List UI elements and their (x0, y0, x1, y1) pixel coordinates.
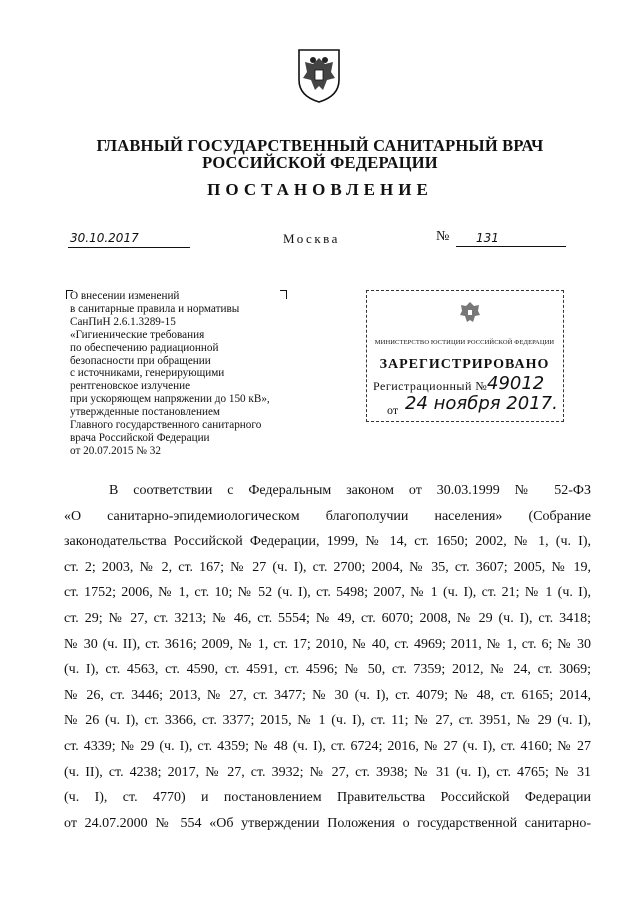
subject-line: «Гигиенические требования (70, 328, 205, 341)
body-line: № 26, ст. 3446; 2013, № 27, ст. 3477; № 30 (ч. I), ст. 4079; № 48, ст. 6165; 2014, (64, 687, 591, 703)
body-line: (ч. I), ст. 4770) и постановлением Правительства Российской Федерации (64, 790, 591, 806)
subject-line: с источниками, генерирующими (70, 367, 225, 380)
subject-line: по обеспечению радиационной (70, 341, 219, 354)
subject-line: СанПиН 2.6.1.3289-15 (70, 315, 176, 328)
body-line: «О санитарно-эпидемиологическом благополучии населения» (Собрание (64, 508, 591, 524)
body-line: ст. 2; 2003, № 2, ст. 167; № 27 (ч. I), ст. 2700; 2004, № 35, ст. 3607; 2005, № 19, (64, 559, 591, 575)
document-subject (70, 290, 310, 458)
coat-of-arms-emblem (291, 46, 347, 104)
body-line: № 26 (ч. I), ст. 3366, ст. 3377; 2015, № 1 (ч. I), ст. 11; № 27, ст. 3951, № 29 (ч. I), (64, 713, 591, 729)
body-line: ст. 4339; № 29 (ч. I), ст. 4359; № 48 (ч. I), ст. 6724; 2016, № 27 (ч. I), ст. 4160; № 27 (64, 738, 591, 754)
issuer-line-2: РОССИЙСКОЙ ФЕДЕРАЦИИ (202, 153, 438, 172)
stamp-registered-label: ЗАРЕГИСТРИРОВАНО (379, 357, 550, 372)
subject-line: утвержденные постановлением (70, 406, 220, 419)
document-number-label: № (436, 229, 450, 244)
subject-line: врача Российской Федерации (70, 431, 210, 444)
subject-line: при ускоряющем напряжении до 150 кВ», (70, 393, 270, 406)
body-line: (ч. I), ст. 4563, ст. 4590, ст. 4591, ст. 4596; № 50, ст. 7359; 2012, № 24, ст. 3069; (64, 662, 591, 678)
body-line: от 24.07.2000 № 554 «Об утверждении Положения о государственной санитарно- (64, 815, 591, 831)
body-line: В соответствии с Федеральным законом от 30.03.1999 № 52-ФЗ (109, 483, 591, 498)
stamp-date-value: 24 ноября 2017. (405, 393, 558, 414)
body-line: законодательства Российской Федерации, 1999, № 14, ст. 1650; 2002, № 1, (ч. I), (64, 534, 591, 550)
body-line: (ч. II), ст. 4238; 2017, № 27, ст. 3932; № 27, ст. 3938; № 31 (ч. I), ст. 4765; № 31 (64, 764, 591, 780)
stamp-registration-number: 49012 (487, 373, 545, 394)
subject-line: от 20.07.2015 № 32 (70, 444, 161, 457)
document-date: 30.10.2017 (68, 231, 190, 248)
body-paragraph (64, 478, 591, 836)
document-city: Москва (283, 231, 340, 246)
subject-line: в санитарные правила и нормативы (70, 302, 240, 315)
document-type-title: ПОСТАНОВЛЕНИЕ (207, 180, 433, 199)
issuer-line-1: ГЛАВНЫЙ ГОСУДАРСТВЕННЫЙ САНИТАРНЫЙ ВРАЧ (96, 136, 544, 155)
stamp-date-prefix: от (387, 403, 399, 417)
stamp-emblem-icon (456, 299, 484, 329)
stamp-ministry-name: МИНИСТЕРСТВО ЮСТИЦИИ РОССИЙСКОЙ ФЕДЕРАЦИИ (374, 339, 555, 346)
body-line: ст. 29; № 27, ст. 3213; № 46, ст. 5554; № 49, ст. 6070; 2008, № 29 (ч. I), ст. 3418; (64, 610, 591, 626)
subject-line: Главного государственного санитарного (70, 419, 262, 432)
registration-stamp (366, 290, 564, 422)
subject-line: О внесении изменений (70, 290, 180, 302)
body-line: ст. 1752; 2006, № 1, ст. 10; № 52 (ч. I), ст. 5498; 2007, № 1 (ч. I), ст. 21; № 1 (ч. I), (64, 585, 591, 601)
subject-line: безопасности при обращении (70, 354, 211, 367)
stamp-registration-label: Регистрационный № (373, 379, 488, 393)
body-line: № 30 (ч. II), ст. 3616; 2009, № 1, ст. 17; 2010, № 40, ст. 4969; 2011, № 1, ст. 6; № 30 (64, 636, 591, 652)
document-number: 131 (456, 231, 566, 247)
subject-line: рентгеновское излучение (70, 380, 191, 393)
